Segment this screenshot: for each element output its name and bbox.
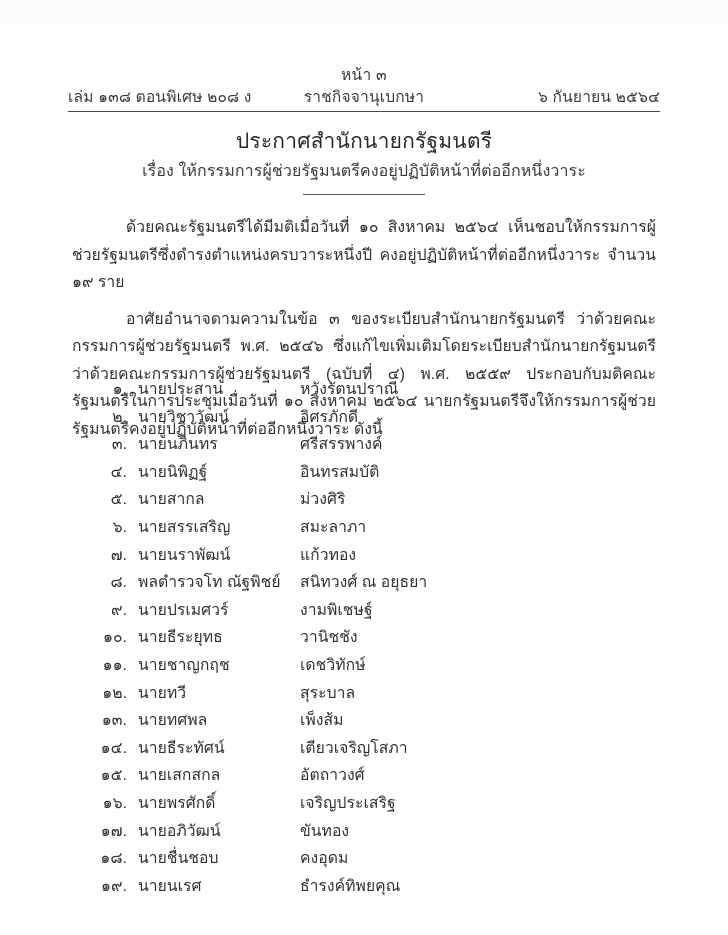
- volume-issue-label: เล่ม ๑๓๘ ตอนพิเศษ ๒๐๘ ง: [68, 89, 252, 106]
- list-item-number: ๑๒.: [102, 684, 127, 702]
- list-item-surname: ม่วงศิริ: [300, 491, 346, 509]
- gazette-name-label: ราชกิจจานุเบกษา: [303, 89, 425, 106]
- list-item: [72, 376, 656, 404]
- list-item-name: นายอภิวัฒน์: [138, 822, 221, 840]
- list-item-name: นายทวี: [138, 684, 187, 702]
- list-item: [72, 845, 656, 873]
- list-item-name: นายนราพัฒน์: [138, 546, 231, 564]
- list-item-number: ๙.: [111, 601, 127, 619]
- list-item-name: นายประสาน: [138, 381, 224, 398]
- list-item: [72, 652, 656, 680]
- list-item-name: นายสรรเสริญ: [138, 518, 231, 536]
- list-item: [72, 873, 656, 901]
- list-item: [72, 486, 656, 514]
- list-item-surname: สนิทวงศ์ ณ อยุธยา: [300, 574, 428, 592]
- list-item-number: ๑๘.: [100, 850, 127, 868]
- list-item-surname: อิศรภักดี: [300, 408, 359, 426]
- masthead: [68, 66, 660, 109]
- paragraph-1-text: ด้วยคณะรัฐมนตรีได้มีมติเมื่อวันที่ ๑๐ สิงหาคม ๒๕๖๔ เห็นชอบให้กรรมการผู้ช่วยรัฐมนตรีซึ่งดำรงตำแหน่งครบวาระหนึ่งปี คงอยู่ปฏิบัติหน้าที่ต่ออีกหนึ่งวาระ จำนวน ๑๙ ราย: [72, 219, 656, 291]
- list-item-number: ๑๓.: [101, 712, 127, 730]
- list-item: [72, 790, 656, 818]
- list-item-surname: ธำรงค์ทิพยคุณ: [300, 877, 401, 895]
- publication-date-label: ๖ กันยายน ๒๕๖๔: [537, 89, 660, 106]
- list-item: [72, 542, 656, 570]
- list-item-number: ๑๖.: [102, 794, 127, 812]
- list-item-name: นายชื่นชอบ: [138, 850, 219, 868]
- page-top-tint: [0, 0, 728, 58]
- list-item: [72, 818, 656, 846]
- list-item-number: ๑๑.: [102, 656, 127, 674]
- masthead-row: [68, 87, 660, 109]
- masthead-divider: [68, 111, 660, 112]
- document-subject: เรื่อง ให้กรรมการผู้ช่วยรัฐมนตรีคงอยู่ปฏิบัติหน้าที่ต่ออีกหนึ่งวาระ: [142, 163, 586, 180]
- list-item: [72, 431, 656, 459]
- list-item: [72, 569, 656, 597]
- appointee-list: [72, 376, 656, 900]
- list-item-name: นายวิชาวัฒน์: [138, 408, 230, 426]
- list-item: [72, 762, 656, 790]
- list-item-surname: เจริญประเสริฐ: [300, 794, 396, 812]
- list-item-surname: สุระบาล: [300, 684, 356, 702]
- list-item-number: ๓.: [111, 436, 127, 454]
- list-item: [72, 680, 656, 708]
- list-item: [72, 459, 656, 487]
- list-item: [72, 404, 656, 432]
- list-item-name: นายธีระทัศน์: [138, 739, 225, 757]
- list-item-name: นายนเรศ: [138, 877, 202, 895]
- list-item-name: นายเสกสกล: [138, 767, 221, 785]
- list-item-name: นายชาญกฤช: [138, 656, 230, 674]
- list-item-number: ๑๕.: [100, 767, 127, 785]
- list-item-number: ๑๐.: [102, 629, 127, 647]
- list-item-name: นายธีระยุทธ: [138, 629, 223, 647]
- list-item-number: ๗.: [110, 546, 127, 564]
- paragraph-2-text: อาศัยอำนาจตามความในข้อ ๓ ของระเบียบสำนักนายกรัฐมนตรี ว่าด้วยคณะกรรมการผู้ช่วยรัฐมนตรี พ.ศ. ๒๕๔๖ ซึ่งแก้ไขเพิ่มเติมโดยระเบียบสำนักนายกรัฐมนตรี ว่าด้วยคณะกรรมการผู้ช่วยรัฐมนตรี (ฉบับที่ ๔) พ.ศ. ๒๕๕๙ ประกอบกับมติคณะรัฐมนตรีในการประชุมเมื่อวันที่ ๑๐ สิงหาคม ๒๕๖๔ นายกรัฐมนตรีจึงให้กรรมการผู้ช่วยรัฐมนตรีคงอยู่ปฏิบัติหน้าที่ต่ออีกหนึ่งวาระ ดังนี้: [72, 310, 656, 438]
- list-item-number: ๑.: [112, 381, 127, 398]
- list-item-surname: อัตถาวงศ์: [300, 767, 365, 785]
- document-title: ประกาศสำนักนายกรัฐมนตรี: [235, 130, 493, 153]
- list-item-surname: เดชวิทักษ์: [300, 656, 366, 674]
- list-item-name: นายนภินทร: [138, 436, 218, 454]
- list-item-surname: เพ็งส้ม: [300, 712, 344, 730]
- page-number-label: หน้า ๓: [341, 67, 387, 84]
- list-item-number: ๒.: [112, 408, 127, 426]
- list-item-number: ๑๙.: [101, 877, 127, 895]
- list-item-name: นายสากล: [138, 491, 205, 509]
- list-item-surname: สมะลาภา: [300, 518, 367, 536]
- list-item-number: ๘.: [110, 574, 127, 592]
- list-item-number: ๔.: [110, 463, 127, 481]
- list-item-surname: คงอุดม: [300, 850, 349, 868]
- list-item-surname: อินทรสมบัติ: [300, 463, 380, 481]
- list-item-number: ๕.: [110, 491, 127, 509]
- list-item-name: นายปรเมศวร์: [138, 601, 229, 619]
- list-item-number: ๑๔.: [100, 739, 127, 757]
- list-item-surname: หวังรัตนปราณี: [300, 381, 399, 398]
- list-item-surname: วานิชชัง: [300, 629, 358, 647]
- list-item: [72, 707, 656, 735]
- list-item-number: ๑๗.: [100, 822, 127, 840]
- list-item-surname: งามพิเชษฐ์: [300, 601, 373, 619]
- title-divider: [303, 194, 425, 195]
- list-item-name: พลตำรวจโท ณัฐพิชย์: [138, 574, 281, 592]
- list-item: [72, 597, 656, 625]
- list-item: [72, 624, 656, 652]
- list-item-surname: แก้วทอง: [300, 546, 357, 564]
- paragraph-1: [72, 214, 656, 297]
- list-item-name: นายนิพิฏฐ์: [138, 463, 208, 481]
- list-item-surname: เตียวเจริญโสภา: [300, 739, 408, 757]
- list-item-surname: ศรีสรรพางค์: [300, 436, 383, 454]
- list-item: [72, 735, 656, 763]
- list-item: [72, 514, 656, 542]
- list-item-surname: ขันทอง: [300, 822, 350, 840]
- list-item-number: ๖.: [112, 518, 127, 536]
- title-block: [68, 128, 660, 195]
- list-item-name: นายพรศักดิ์: [138, 794, 216, 812]
- list-item-name: นายทศพล: [138, 712, 208, 730]
